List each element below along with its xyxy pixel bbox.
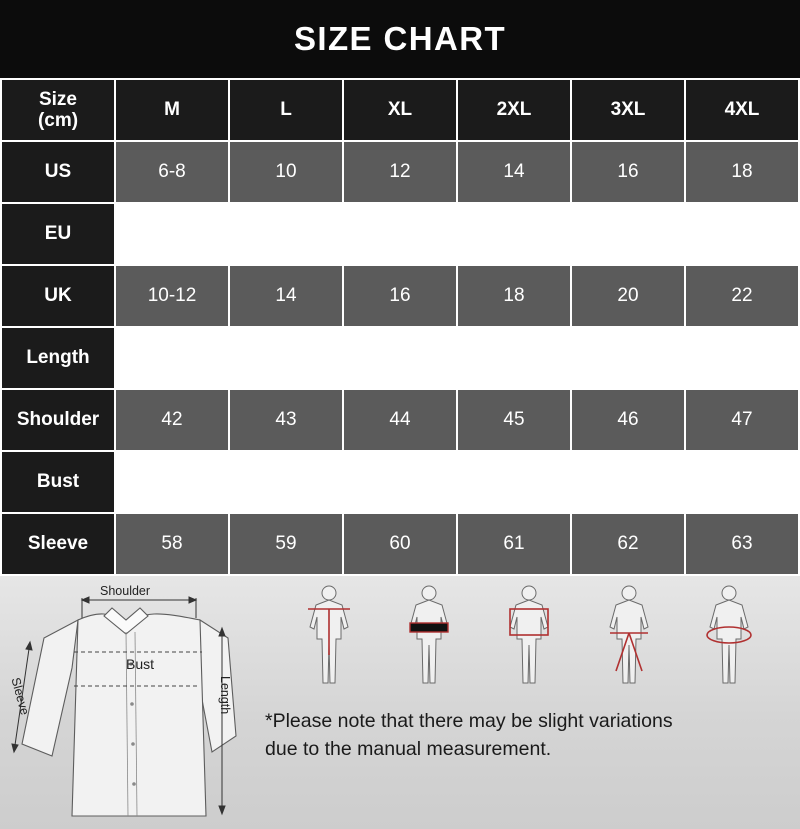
shoulder-label: Shoulder (100, 584, 151, 598)
table-cell: 59 (229, 513, 343, 575)
figure-3 (510, 586, 548, 683)
table-cell: 61 (457, 513, 571, 575)
table-cell: 44 (343, 203, 457, 265)
corner-label-line1: Size (38, 88, 78, 110)
row-header-eu: EU (1, 203, 115, 265)
row-header-uk: UK (1, 265, 115, 327)
table-cell: 42 (229, 203, 343, 265)
table-cell: 16 (571, 141, 685, 203)
table-cell: 46 (571, 389, 685, 451)
table-cell: 10 (229, 141, 343, 203)
size-chart-table (0, 78, 800, 576)
table-cell: 46 (457, 203, 571, 265)
table-row (1, 389, 799, 451)
table-row (1, 513, 799, 575)
table-cell: 20 (571, 265, 685, 327)
table-cell: 6-8 (115, 141, 229, 203)
column-header-m: M (115, 79, 229, 141)
table-cell: 116 (685, 451, 799, 513)
figures-illustration (258, 580, 800, 690)
table-row (1, 141, 799, 203)
table-cell: 58 (115, 513, 229, 575)
figure-4 (610, 586, 648, 683)
table-cell: 60 (343, 513, 457, 575)
table-cell: 44 (343, 389, 457, 451)
figure-5 (707, 586, 751, 683)
length-label: Length (218, 676, 232, 715)
table-cell: 66 (115, 327, 229, 389)
column-header-3xl: 3XL (571, 79, 685, 141)
row-header-sleeve: Sleeve (1, 513, 115, 575)
table-cell: 96 (115, 451, 229, 513)
table-cell: 18 (457, 265, 571, 327)
shirt-diagram (0, 576, 250, 829)
table-cell: 74 (571, 327, 685, 389)
table-cell: 76 (685, 327, 799, 389)
row-header-us: US (1, 141, 115, 203)
table-cell: 48 (571, 203, 685, 265)
table-cell: 18 (685, 141, 799, 203)
figure-2 (410, 586, 448, 683)
table-cell: 50 (685, 203, 799, 265)
page-title: SIZE CHART (294, 20, 506, 57)
table-cell: 16 (343, 265, 457, 327)
table-cell: 72 (457, 327, 571, 389)
table-cell: 14 (457, 141, 571, 203)
measurement-note (265, 708, 785, 763)
table-cell: 42 (115, 389, 229, 451)
row-header-length: Length (1, 327, 115, 389)
table-cell: 68 (229, 327, 343, 389)
measurement-figures (258, 580, 800, 690)
table-cell: 22 (685, 265, 799, 327)
table-cell: 112 (571, 451, 685, 513)
row-header-bust: Bust (1, 451, 115, 513)
table-cell: 38-40 (115, 203, 229, 265)
column-header-xl: XL (343, 79, 457, 141)
shirt-illustration (0, 576, 250, 829)
table-cell: 62 (571, 513, 685, 575)
bust-label: Bust (126, 656, 155, 672)
note-line-1: *Please note that there may be slight variations (265, 710, 673, 732)
table-cell: 10-12 (115, 265, 229, 327)
table-cell: 104 (343, 451, 457, 513)
corner-label-line2: (cm) (37, 110, 79, 131)
table-row (1, 451, 799, 513)
table-cell: 12 (343, 141, 457, 203)
table-corner-label (1, 79, 115, 141)
bottom-section (0, 576, 800, 829)
table-cell: 43 (229, 389, 343, 451)
table-cell: 47 (685, 389, 799, 451)
column-header-2xl: 2XL (457, 79, 571, 141)
column-header-4xl: 4XL (685, 79, 799, 141)
table-header-row (1, 79, 799, 141)
table-cell: 14 (229, 265, 343, 327)
note-line-2: due to the manual measurement. (265, 737, 552, 760)
table-row (1, 203, 799, 265)
title-bar (0, 0, 800, 78)
table-row (1, 327, 799, 389)
table-cell: 63 (685, 513, 799, 575)
table-cell: 108 (457, 451, 571, 513)
column-header-l: L (229, 79, 343, 141)
table-row (1, 265, 799, 327)
figure-1 (308, 586, 350, 683)
table-cell: 70 (343, 327, 457, 389)
table-cell: 45 (457, 389, 571, 451)
row-header-shoulder: Shoulder (1, 389, 115, 451)
sleeve-label: Sleeve (8, 676, 32, 717)
table-cell: 100 (229, 451, 343, 513)
